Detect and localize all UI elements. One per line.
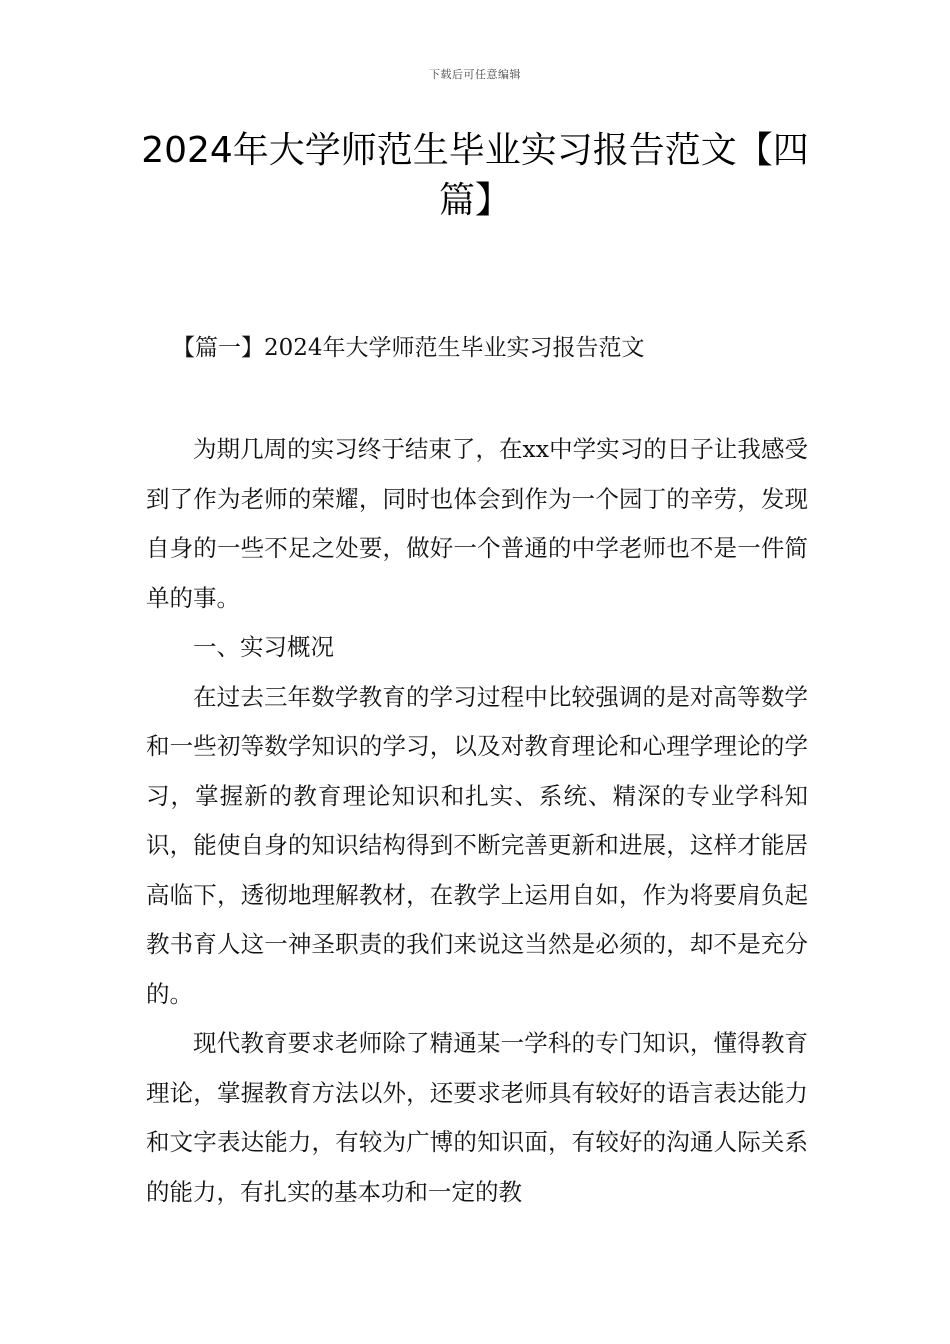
section-heading: 【篇一】2024年大学师范生毕业实习报告范文 — [172, 335, 645, 361]
subsection-heading: 一、实习概况 — [193, 633, 334, 661]
body-paragraph: 在过去三年数学教育的学习过程中比较强调的是对高等数学和一些初等数学知识的学习，以及对教育理论和心理学理论的学习，掌握新的教育理论知识和扎实、系统、精深的专业学科知识，能使自身的知识结构得到不断完善更新和进展，这样才能居高临下，透彻地理解教材，在教学上运用自如，作为将要肩负起教书育人这一神圣职责的我们来说这当然是必须的，却不是充分的。 — [146, 682, 808, 1008]
body-paragraph: 为期几周的实习终于结束了，在xx中学实习的日子让我感受到了作为老师的荣耀，同时也体会到作为一个园丁的辛劳，发现自身的一些不足之处要，做好一个普通的中学老师也不是一件简单的事。 — [146, 435, 808, 612]
document-body — [146, 425, 808, 1217]
header-note: 下载后可任意编辑 — [429, 68, 521, 81]
document-title: 2024年大学师范生毕业实习报告范文【四篇】 — [141, 130, 809, 221]
body-paragraph: 现代教育要求老师除了精通某一学科的专门知识，懂得教育理论，掌握教育方法以外，还要求老师具有较好的语言表达能力和文字表达能力，有较为广博的知识面，有较好的沟通人际关系的能力，有扎实的基本功和一定的教 — [146, 1029, 808, 1206]
